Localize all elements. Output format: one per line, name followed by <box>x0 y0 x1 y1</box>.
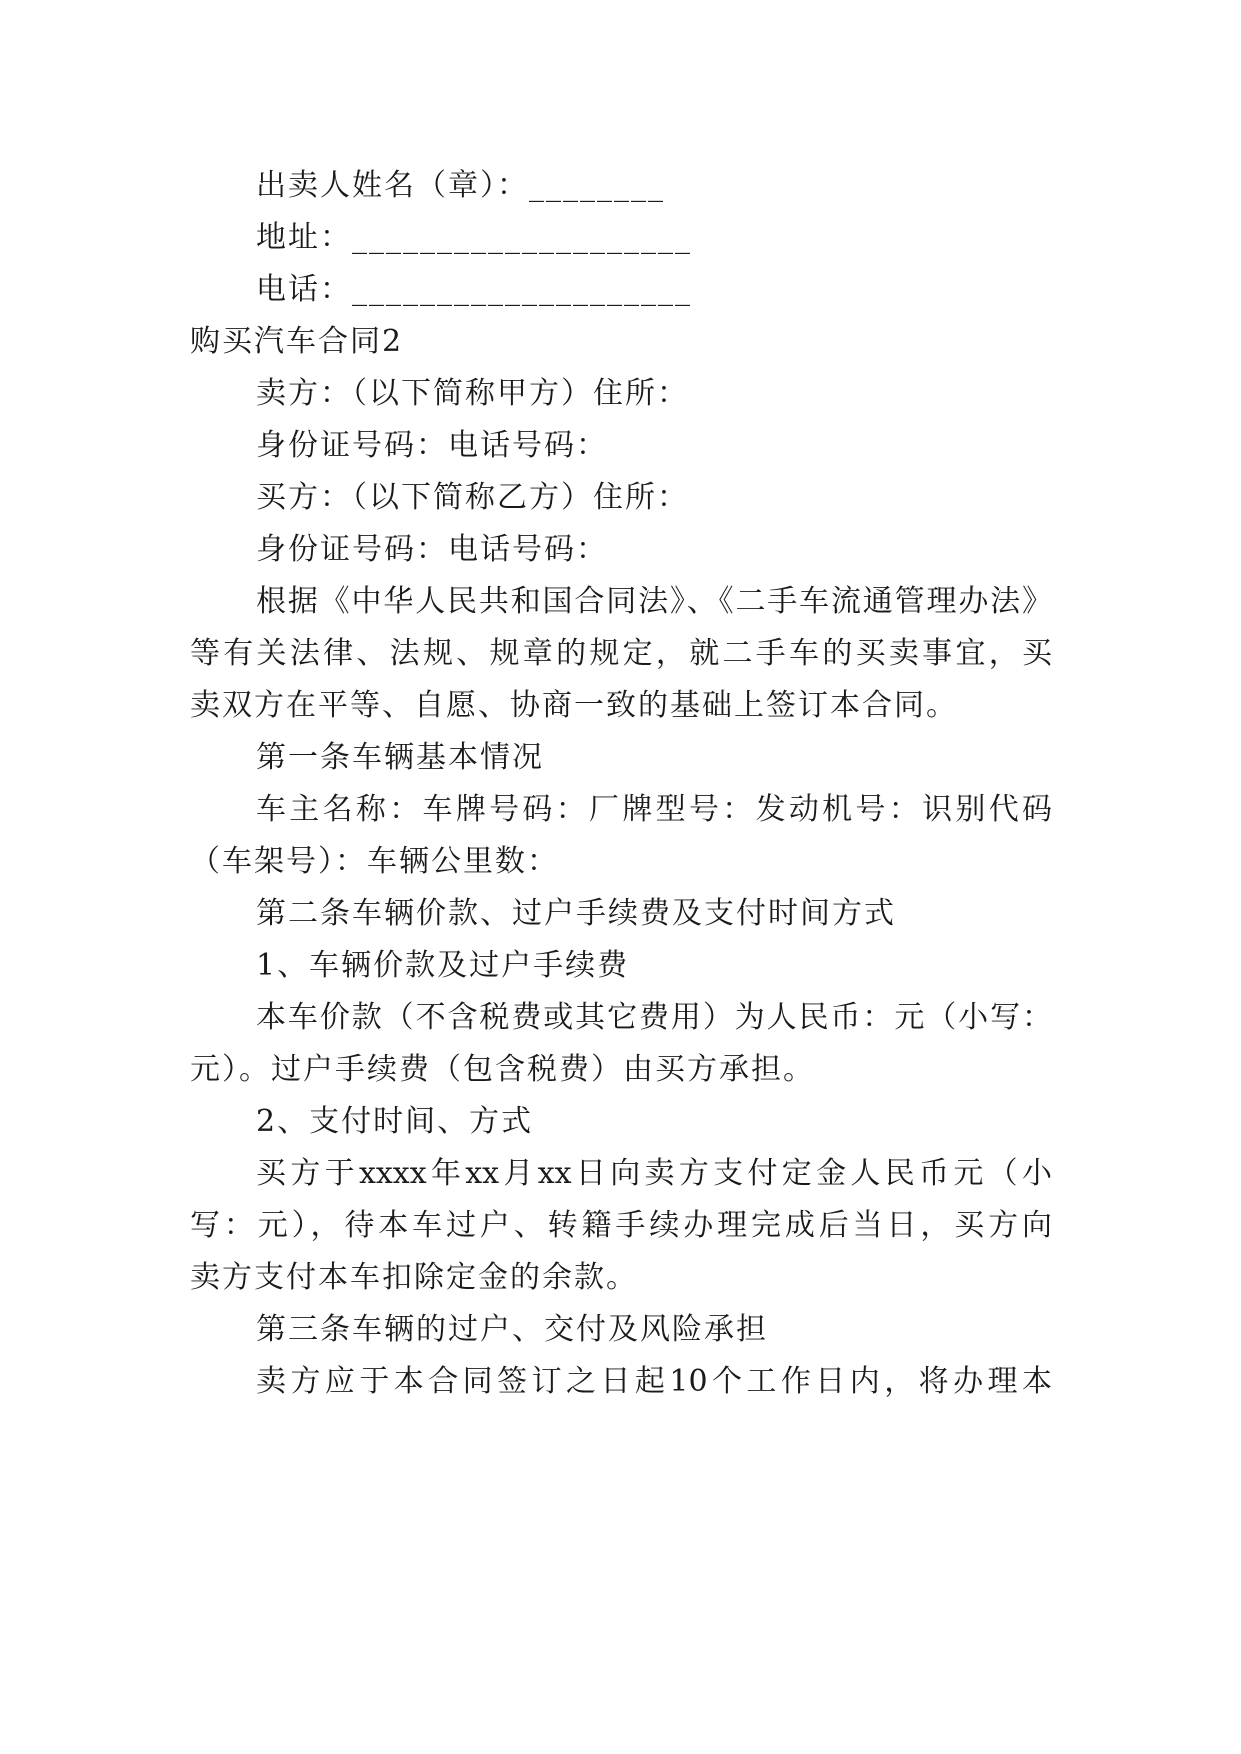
buyer-line: 买方：（以下简称乙方）住所： <box>256 480 689 515</box>
paragraph-line: 写：元），待本车过户、转籍手续办理完成后当日，买方向 <box>190 1208 1052 1243</box>
paragraph-line: 买方于xxxx年xx月xx日向卖方支付定金人民币元（小 <box>256 1156 1052 1191</box>
article-heading: 第三条车辆的过户、交付及风险承担 <box>256 1312 768 1347</box>
paragraph-line: 卖方应于本合同签订之日起10个工作日内，将办理本 <box>256 1364 1052 1399</box>
article-heading: 第一条车辆基本情况 <box>256 740 544 775</box>
paragraph-line: 等有关法律、法规、规章的规定，就二手车的买卖事宜，买 <box>190 636 1052 671</box>
paragraph-line: 本车价款（不含税费或其它费用）为人民币：元（小写： <box>256 1000 1052 1035</box>
section-heading: 2、支付时间、方式 <box>256 1104 534 1139</box>
paragraph-line: （车架号）：车辆公里数： <box>190 844 559 879</box>
address-line: 地址：____________________ <box>256 220 692 255</box>
seller-line: 卖方：（以下简称甲方）住所： <box>256 376 689 411</box>
contract-title: 购买汽车合同2 <box>190 324 404 359</box>
section-heading: 1、车辆价款及过户手续费 <box>256 948 630 983</box>
paragraph-line: 车主名称：车牌号码：厂牌型号：发动机号：识别代码 <box>256 792 1052 827</box>
seller-name-line: 出卖人姓名（章）：________ <box>256 168 665 203</box>
paragraph-line: 元）。过户手续费（包含税费）由买方承担。 <box>190 1052 815 1087</box>
paragraph-line: 卖方支付本车扣除定金的余款。 <box>190 1260 638 1295</box>
seller-id-line: 身份证号码：电话号码： <box>256 428 608 463</box>
paragraph-line: 卖双方在平等、自愿、协商一致的基础上签订本合同。 <box>190 688 958 723</box>
article-heading: 第二条车辆价款、过户手续费及支付时间方式 <box>256 896 896 931</box>
buyer-id-line: 身份证号码：电话号码： <box>256 532 608 567</box>
phone-line: 电话：____________________ <box>256 272 692 307</box>
paragraph-line: 根据《中华人民共和国合同法》、《二手车流通管理办法》 <box>256 584 1052 619</box>
